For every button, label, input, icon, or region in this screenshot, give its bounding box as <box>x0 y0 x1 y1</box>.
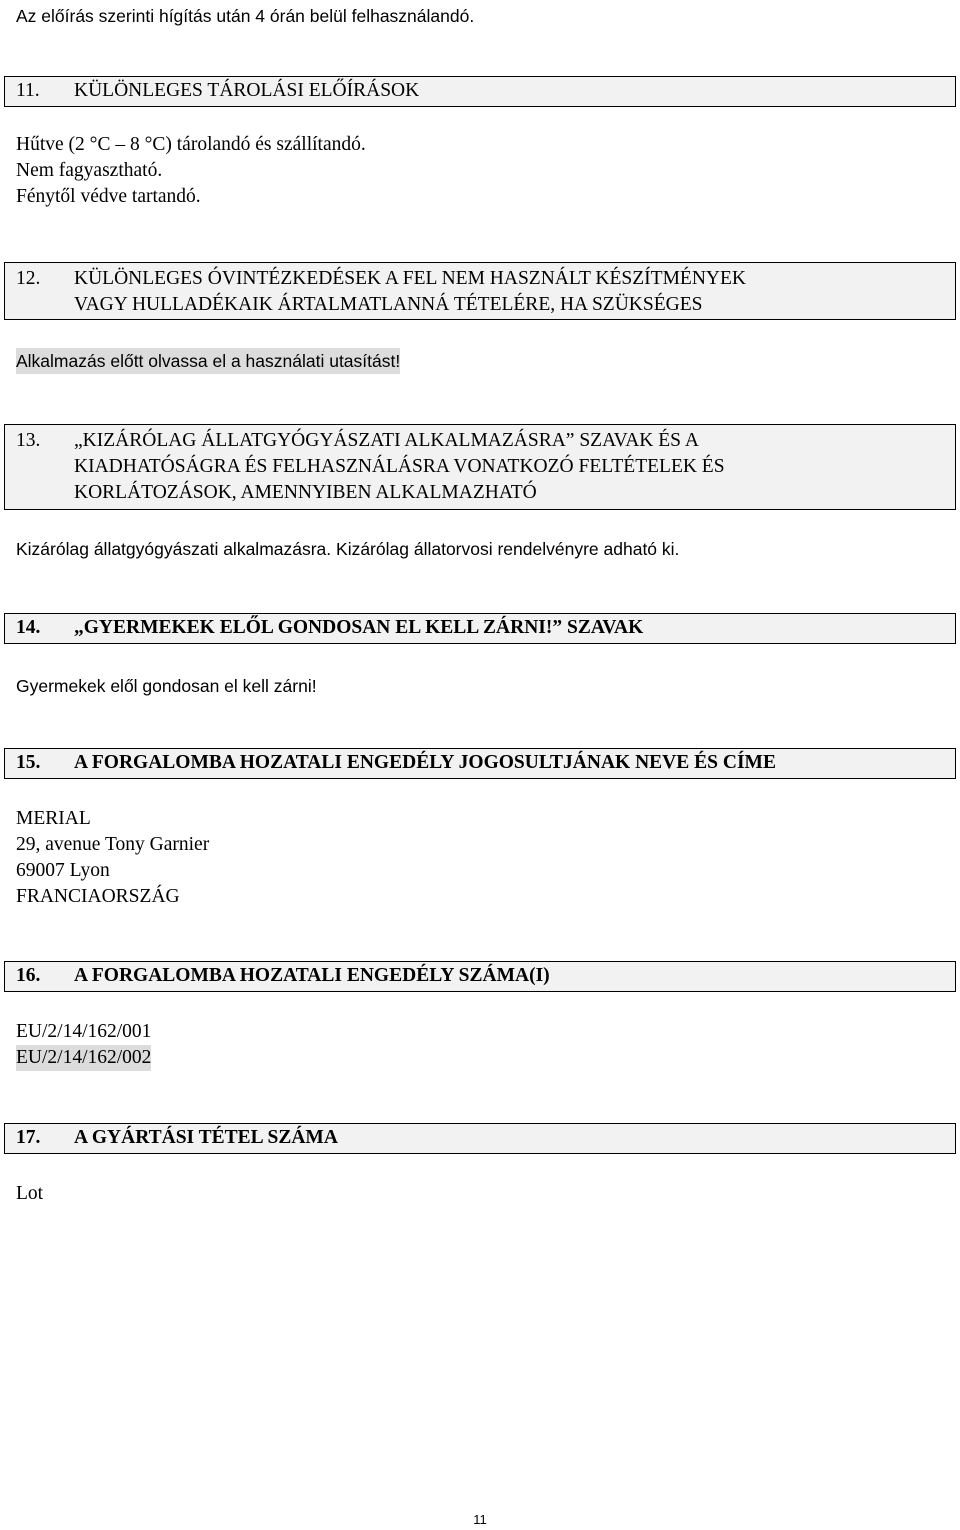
storage-line-1: Hűtve (2 °C – 8 °C) tárolandó és szállítandó. <box>16 134 366 155</box>
holder-city: 69007 Lyon <box>16 860 110 881</box>
instructions-line: Alkalmazás előtt olvassa el a használati utasítást! <box>16 348 400 374</box>
section-13-title-line-1: „KIZÁRÓLAG ÁLLATGYÓGYÁSZATI ALKALMAZÁSRA” SZAVAK ÉS A <box>74 430 699 451</box>
authorisation-number-1: EU/2/14/162/001 <box>16 1021 152 1042</box>
section-15-header <box>4 748 956 779</box>
section-14-header <box>4 613 956 644</box>
section-15-title: A FORGALOMBA HOZATALI ENGEDÉLY JOGOSULTJÁNAK NEVE ÉS CÍME <box>74 752 776 773</box>
section-13-number: 13. <box>16 430 41 451</box>
holder-country: FRANCIAORSZÁG <box>16 886 180 907</box>
holder-name: MERIAL <box>16 808 91 829</box>
page-number: 11 <box>473 1512 487 1527</box>
children-warning-line: Gyermekek elől gondosan el kell zárni! <box>16 676 317 696</box>
batch-lot-label: Lot <box>16 1183 44 1204</box>
storage-line-2: Nem fagyasztható. <box>16 160 163 181</box>
section-14-title: „GYERMEKEK ELŐL GONDOSAN EL KELL ZÁRNI!” SZAVAK <box>74 617 644 638</box>
section-17-number: 17. <box>16 1127 41 1148</box>
section-11-title: KÜLÖNLEGES TÁROLÁSI ELŐÍRÁSOK <box>74 80 420 101</box>
section-13-title-line-3: KORLÁTOZÁSOK, AMENNYIBEN ALKALMAZHATÓ <box>74 482 537 503</box>
section-12-title-line-2: VAGY HULLADÉKAIK ÁRTALMATLANNÁ TÉTELÉRE, HA SZÜKSÉGES <box>74 294 703 315</box>
section-11-header <box>4 76 956 107</box>
section-11-number: 11. <box>16 80 40 101</box>
holder-street: 29, avenue Tony Garnier <box>16 834 210 855</box>
intro-line: Az előírás szerinti hígítás után 4 órán belül felhasználandó. <box>16 6 475 26</box>
section-17-header <box>4 1123 956 1154</box>
section-16-number: 16. <box>16 965 41 986</box>
section-13-header <box>4 424 956 510</box>
veterinary-use-line: Kizárólag állatgyógyászati alkalmazásra. Kizárólag állatorvosi rendelvényre adható ki. <box>16 539 680 559</box>
authorisation-number-2: EU/2/14/162/002 <box>16 1045 151 1071</box>
section-12-title-line-1: KÜLÖNLEGES ÓVINTÉZKEDÉSEK A FEL NEM HASZNÁLT KÉSZÍTMÉNYEK <box>74 268 746 289</box>
section-15-number: 15. <box>16 752 41 773</box>
section-13-title-line-2: KIADHATÓSÁGRA ÉS FELHASZNÁLÁSRA VONATKOZÓ FELTÉTELEK ÉS <box>74 456 725 477</box>
section-16-header <box>4 961 956 992</box>
storage-line-3: Fénytől védve tartandó. <box>16 186 201 207</box>
section-14-number: 14. <box>16 617 41 638</box>
section-12-header <box>4 262 956 320</box>
section-16-title: A FORGALOMBA HOZATALI ENGEDÉLY SZÁMA(I) <box>74 965 550 986</box>
section-12-number: 12. <box>16 268 41 289</box>
section-17-title: A GYÁRTÁSI TÉTEL SZÁMA <box>74 1127 338 1148</box>
